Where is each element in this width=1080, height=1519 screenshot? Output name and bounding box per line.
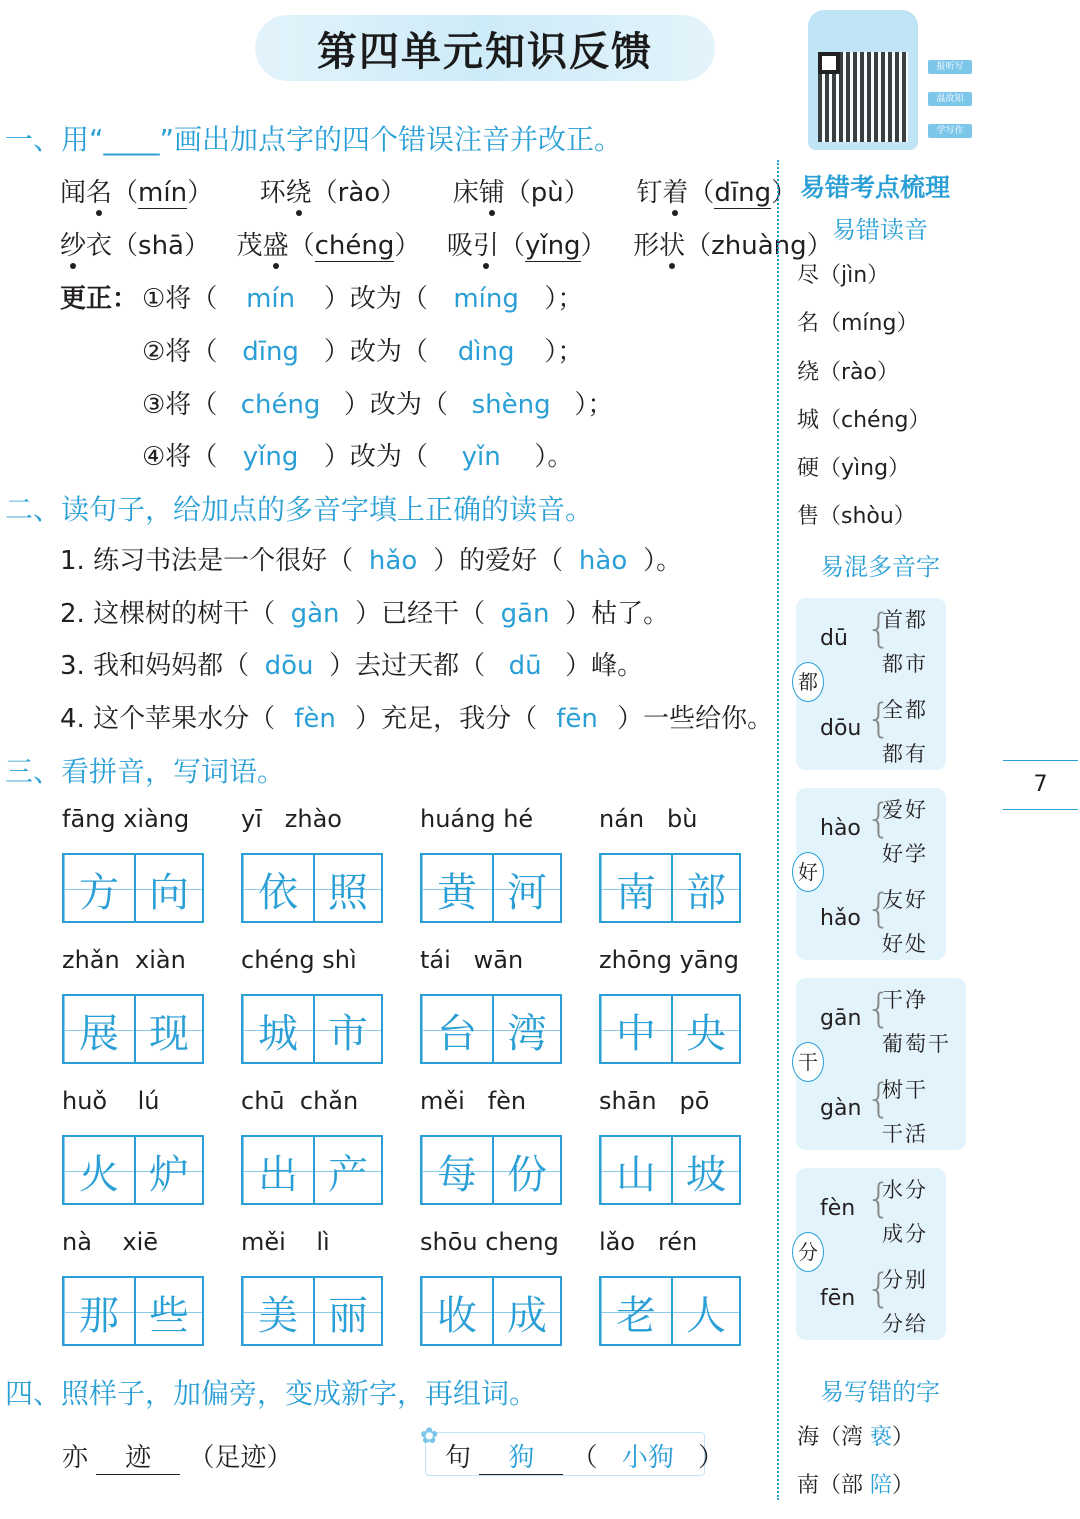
correction-2: ②将（ dīng ）改为（ dìng ）； — [142, 337, 584, 367]
grid-character: 依 — [258, 870, 298, 916]
brace-icon: { — [866, 1076, 892, 1122]
polyphone-char: 干 — [792, 1042, 824, 1082]
grid-character: 市 — [328, 1011, 368, 1057]
page-number: 7 — [1003, 760, 1078, 810]
grid-character: 城 — [258, 1011, 298, 1057]
writing-grid[interactable] — [420, 1135, 562, 1205]
polyphone-pinyin: hào — [820, 816, 861, 841]
reading-5: 硬（yìng） — [797, 456, 911, 481]
writing-grid[interactable] — [420, 994, 562, 1064]
sentence-1: 1. 练习书法是一个很好（ hǎo ）的爱好（ hào ）。 — [60, 546, 683, 576]
sidebar-h-polyphones: 易混多音字 — [820, 553, 940, 581]
grid-character: 人 — [686, 1293, 726, 1339]
polyphone-pinyin: fèn — [820, 1196, 856, 1221]
polyphone-word: 干活 — [882, 1122, 928, 1146]
polyphone-word: 都市 — [882, 652, 928, 676]
polyphone-word: 全都 — [882, 698, 928, 722]
writing-grid[interactable] — [241, 853, 383, 923]
grid-character: 湾 — [507, 1011, 547, 1057]
sidebar-heading: 易错考点梳理 — [800, 173, 951, 202]
polyphone-word: 水分 — [882, 1178, 928, 1202]
column-divider — [777, 160, 779, 1500]
word: 床铺（pù） — [452, 178, 590, 208]
tag-review[interactable]: 温故知 — [928, 92, 972, 106]
qr-finder — [818, 52, 840, 74]
polyphone-word: 都有 — [882, 742, 928, 766]
writing-grid[interactable] — [241, 1276, 383, 1346]
polyphone-pinyin: hǎo — [820, 906, 861, 931]
grid-character: 出 — [258, 1152, 298, 1198]
brace-icon: { — [866, 1176, 892, 1222]
brace-icon: { — [866, 696, 892, 742]
grid-character: 央 — [686, 1011, 726, 1057]
example-row: 亦 迹 （足迹） — [62, 1437, 293, 1475]
pinyin-label: tái wān — [420, 946, 524, 974]
grid-character: 向 — [149, 870, 189, 916]
polyphone-word: 首都 — [882, 608, 928, 632]
word: 闻名（mín） — [60, 178, 214, 208]
section3-heading: 三、看拼音，写词语。 — [5, 755, 286, 788]
s1-row1 — [60, 172, 797, 209]
section2-heading: 二、读句子，给加点的多音字填上正确的读音。 — [5, 493, 594, 526]
grid-character: 坡 — [686, 1152, 726, 1198]
sidebar-h-readings: 易错读音 — [832, 216, 928, 244]
grid-character: 现 — [149, 1011, 189, 1057]
grid-character: 老 — [616, 1293, 656, 1339]
pinyin-label: huáng hé — [420, 805, 534, 833]
reading-4: 城（chéng） — [797, 408, 931, 433]
s1-row2 — [60, 225, 833, 262]
grid-character: 照 — [328, 870, 368, 916]
grid-character: 份 — [507, 1152, 547, 1198]
pinyin-label: yī zhào — [241, 805, 342, 833]
pinyin-label: huǒ lú — [62, 1087, 160, 1115]
polyphone-char: 都 — [792, 662, 824, 702]
grid-character: 部 — [686, 870, 726, 916]
pinyin-label: nà xiē — [62, 1228, 159, 1256]
writing-grid[interactable] — [62, 994, 204, 1064]
grid-character: 山 — [616, 1152, 656, 1198]
word: 钉着（dīng） — [636, 178, 798, 208]
brace-icon: { — [866, 606, 892, 652]
writing-grid[interactable] — [599, 853, 741, 923]
brace-icon: { — [866, 796, 892, 842]
polyphone-pinyin: gān — [820, 1006, 862, 1031]
reading-2: 名（míng） — [797, 311, 919, 336]
word: 吸引（yǐng） — [446, 231, 607, 261]
correction-4: ④将（ yǐng ）改为（ yǐn ）。 — [142, 442, 574, 472]
writing-grid[interactable] — [62, 1135, 204, 1205]
correction-label: 更正： — [60, 284, 139, 314]
polyphone-pinyin: gàn — [820, 1096, 862, 1121]
pinyin-label: shān pō — [599, 1087, 710, 1115]
pinyin-label: měi fèn — [420, 1087, 527, 1115]
polyphone-char: 好 — [792, 852, 824, 892]
writing-grid[interactable] — [599, 1135, 741, 1205]
sentence-3: 3. 我和妈妈都（ dōu ）去过天都（ dū ）峰。 — [60, 651, 644, 681]
word: 纱衣（shā） — [60, 231, 211, 261]
miswritten-1: 海（湾 亵） — [797, 1425, 915, 1450]
grid-character: 中 — [616, 1011, 656, 1057]
brace-icon: { — [866, 986, 892, 1032]
grid-character: 展 — [79, 1011, 119, 1057]
polyphone-word: 分别 — [882, 1268, 928, 1292]
writing-grid[interactable] — [62, 1276, 204, 1346]
writing-grid[interactable] — [420, 1276, 562, 1346]
writing-grid[interactable] — [241, 994, 383, 1064]
polyphone-pinyin: dū — [820, 626, 848, 651]
polyphone-word: 葡萄干 — [882, 1032, 951, 1056]
pinyin-label: lǎo rén — [599, 1228, 698, 1256]
grid-character: 河 — [507, 870, 547, 916]
correction-1: ①将（ mín ）改为（ míng ）； — [142, 284, 584, 314]
reading-1: 尽（jìn） — [797, 263, 890, 288]
polyphone-char: 分 — [792, 1232, 824, 1272]
grid-character: 黄 — [437, 870, 477, 916]
writing-grid[interactable] — [599, 994, 741, 1064]
writing-grid[interactable] — [62, 853, 204, 923]
reading-6: 售（shòu） — [797, 504, 916, 529]
grid-character: 台 — [437, 1011, 477, 1057]
word: 形状（zhuàng） — [633, 231, 833, 261]
sentence-4: 4. 这个苹果水分（ fèn ）充足，我分（ fēn ）一些给你。 — [60, 704, 774, 734]
sidebar-h-miswritten: 易写错的字 — [820, 1378, 940, 1406]
pinyin-label: chū chǎn — [241, 1087, 359, 1115]
sentence-2: 2. 这棵树的树干（ gàn ）已经干（ gān ）枯了。 — [60, 599, 670, 629]
grid-character: 成 — [507, 1293, 547, 1339]
writing-grid[interactable] — [420, 853, 562, 923]
pinyin-label: zhōng yāng — [599, 946, 739, 974]
writing-grid[interactable] — [241, 1135, 383, 1205]
correction-3: ③将（ chéng ）改为（ shèng ）； — [142, 390, 614, 420]
flower-icon: ✿ — [420, 1424, 439, 1449]
grid-character: 方 — [79, 870, 119, 916]
grid-character: 火 — [79, 1152, 119, 1198]
polyphone-word: 友好 — [882, 888, 928, 912]
polyphone-pinyin: dōu — [820, 716, 862, 741]
polyphone-word: 分给 — [882, 1312, 928, 1336]
polyphone-word: 树干 — [882, 1078, 928, 1102]
section4-heading: 四、照样子，加偏旁，变成新字，再组词。 — [5, 1377, 538, 1410]
tag-dictation[interactable]: 报听写 — [928, 60, 972, 74]
grid-character: 那 — [79, 1293, 119, 1339]
grid-character: 南 — [616, 870, 656, 916]
polyphone-word: 好处 — [882, 932, 928, 956]
word: 环绕（rào） — [259, 178, 407, 208]
section1-heading: 一、用“____”画出加点字的四个错误注音并改正。 — [5, 123, 623, 156]
page-title: 第四单元知识反馈 — [317, 29, 653, 75]
pinyin-label: fāng xiàng — [62, 805, 190, 833]
polyphone-word: 好学 — [882, 842, 928, 866]
grid-character: 些 — [149, 1293, 189, 1339]
pinyin-label: chéng shì — [241, 946, 357, 974]
tag-writing[interactable]: 学写作 — [928, 124, 972, 138]
pinyin-label: zhǎn xiàn — [62, 946, 186, 974]
polyphone-word: 成分 — [882, 1222, 928, 1246]
brace-icon: { — [866, 886, 892, 932]
polyphone-word: 爱好 — [882, 798, 928, 822]
grid-character: 收 — [437, 1293, 477, 1339]
grid-character: 炉 — [149, 1152, 189, 1198]
pinyin-label: shōu cheng — [420, 1228, 559, 1256]
polyphone-word: 干净 — [882, 988, 928, 1012]
reading-3: 绕（rào） — [797, 360, 899, 385]
polyphone-pinyin: fēn — [820, 1286, 856, 1311]
miswritten-2: 南（部 陪） — [797, 1473, 915, 1498]
grid-character: 美 — [258, 1293, 298, 1339]
grid-character: 每 — [437, 1152, 477, 1198]
question-row: 句 狗 （ 小狗 ） — [445, 1437, 724, 1475]
writing-grid[interactable] — [599, 1276, 741, 1346]
pinyin-label: měi lì — [241, 1228, 330, 1256]
brace-icon: { — [866, 1266, 892, 1312]
word: 茂盛（chéng） — [236, 231, 421, 261]
grid-character: 丽 — [328, 1293, 368, 1339]
grid-character: 产 — [328, 1152, 368, 1198]
pinyin-label: nán bù — [599, 805, 698, 833]
